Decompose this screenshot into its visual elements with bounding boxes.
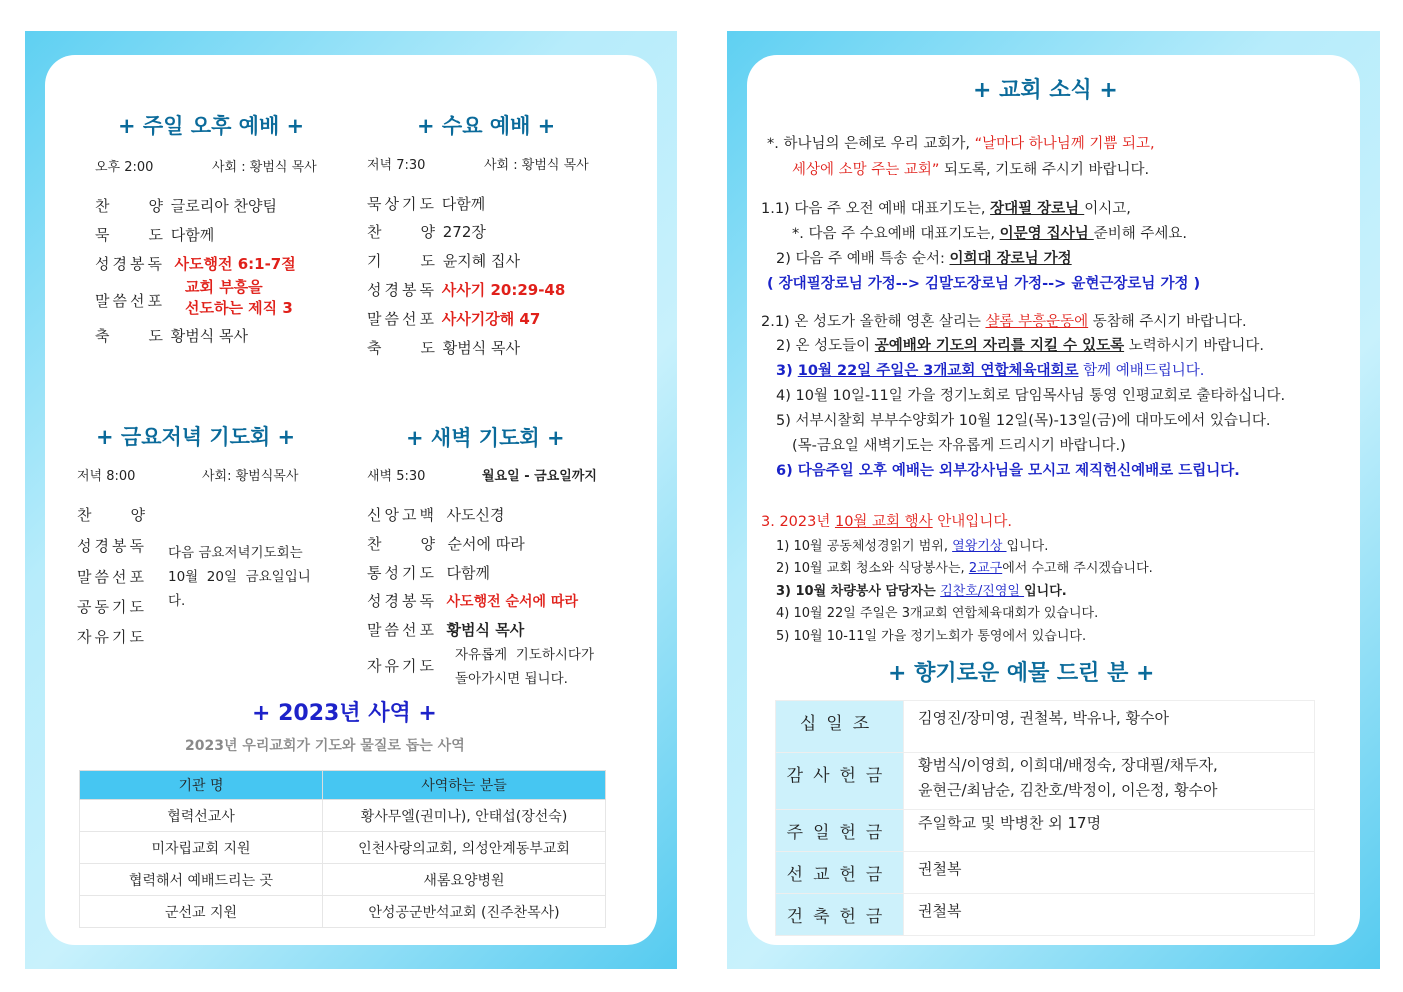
wednesday-time: 저녁 7:30: [367, 158, 426, 173]
table-row: 선교헌금 권철복: [776, 852, 1315, 894]
sunday-item: 찬 양 글로리아 찬양팀: [95, 197, 277, 215]
sunday-pm-leader: 사회 : 황범식 목사: [212, 160, 317, 175]
dawn-free-prayer-note: 자유롭게 기도하시다가 돌아가시면 됩니다.: [455, 647, 594, 687]
sunday-item: 말씀선포: [95, 292, 165, 310]
dawn-item: 말씀선포 황범식 목사: [367, 621, 525, 639]
friday-label: 공동기도: [77, 598, 147, 616]
mission-col-people: 사역하는 분들: [323, 771, 606, 800]
table-row: 십일조 김영진/장미영, 권철복, 박유나, 황수아: [776, 701, 1315, 753]
news-line: (목-금요일 새벽기도는 자유롭게 드리시기 바랍니다.): [792, 438, 1126, 454]
offering-heading: + 향기로운 예물 드린 분 +: [888, 661, 1155, 686]
friday-note: 다음 금요저녁기도회는 10월 20일 금요일입니 다.: [168, 545, 311, 609]
news-line: 2) 온 성도들이 공예배와 기도의 자리를 지킬 수 있도록 노력하시기 바랍니다.: [776, 338, 1264, 354]
mission-heading: + 2023년 사역 +: [252, 701, 437, 726]
dawn-item: 찬 양 순서에 따라: [367, 535, 525, 553]
sunday-pm-heading: + 주일 오후 예배 +: [118, 114, 305, 138]
wednesday-item: 성경봉독 사사기 20:29-48: [367, 281, 566, 299]
wednesday-item: 찬 양 272장: [367, 223, 486, 241]
friday-label: 말씀선포: [77, 568, 147, 586]
event-item: 2) 10월 교회 청소와 식당봉사는, 2교구에서 수고해 주시겠습니다.: [776, 561, 1153, 576]
dawn-heading: + 새벽 기도회 +: [406, 426, 565, 450]
table-row: 건축헌금 권철복: [776, 894, 1315, 936]
news-line: 2) 다음 주 예배 특송 순서: 이희대 장로님 가정: [776, 251, 1072, 267]
news-heading: + 교회 소식 +: [973, 78, 1118, 103]
wednesday-heading: + 수요 예배 +: [417, 114, 556, 138]
wednesday-item: 기 도 윤지혜 집사: [367, 252, 520, 270]
event-item: 4) 10월 22일 주일은 3개교회 연합체육대회가 있습니다.: [776, 606, 1099, 621]
wednesday-item: 말씀선포 사사기강해 47: [367, 310, 541, 328]
dawn-item: 통성기도 다함께: [367, 564, 490, 582]
events-heading: 3. 2023년 10월 교회 행사 안내입니다.: [761, 514, 1012, 530]
sunday-item: 축 도 황범식 목사: [95, 327, 248, 345]
friday-leader: 사회: 황범식목사: [202, 469, 299, 484]
mission-table: [79, 770, 606, 928]
friday-time: 저녁 8:00: [77, 469, 136, 484]
dawn-time: 새벽 5:30: [367, 469, 426, 484]
event-item: 3) 10월 차량봉사 담당자는 김찬호/진영일 입니다.: [776, 584, 1067, 599]
dawn-days: 월요일 - 금요일까지: [482, 469, 597, 484]
sunday-sermon-title: 교회 부흥을 선도하는 제직 3: [185, 278, 293, 317]
news-line: 6) 다음주일 오후 예배는 외부강사님을 모시고 제직헌신예배로 드립니다.: [776, 463, 1240, 479]
friday-label: 찬 양: [77, 506, 148, 524]
event-item: 1) 10월 공동체성경읽기 범위, 열왕기상 입니다.: [776, 539, 1049, 554]
table-row: 미자립교회 지원 인천사랑의교회, 의성안계동부교회: [80, 832, 606, 864]
table-row: 군선교 지원 안성공군반석교회 (진주찬목사): [80, 896, 606, 928]
wednesday-item: 축 도 황범식 목사: [367, 339, 520, 357]
news-line: 5) 서부시찰회 부부수양회가 10월 12일(목)-13일(금)에 대마도에서 있습니다.: [776, 413, 1271, 429]
mission-subtitle: 2023년 우리교회가 기도와 물질로 돕는 사역: [185, 738, 465, 754]
news-line: 1.1) 다음 주 오전 예배 대표기도는, 장대필 장로님 이시고,: [761, 201, 1131, 217]
sunday-item: 묵 도 다함께: [95, 226, 215, 244]
news-line: 3) 10월 22일 주일은 3개교회 연합체육대회로 함께 예배드립니다.: [776, 363, 1205, 379]
wednesday-leader: 사회 : 황범식 목사: [484, 158, 589, 173]
friday-label: 자유기도: [77, 628, 147, 646]
wednesday-item: 묵상기도 다함께: [367, 195, 486, 213]
news-line: ( 장대필장로님 가정--> 김말도장로님 가정--> 윤현근장로님 가정 ): [767, 276, 1201, 292]
dawn-item: 자유기도: [367, 657, 437, 675]
sunday-item: 성경봉독 사도행전 6:1-7절: [95, 255, 296, 273]
friday-label: 성경봉독: [77, 537, 147, 555]
sunday-pm-time: 오후 2:00: [95, 160, 154, 175]
event-item: 5) 10월 10-11일 가을 정기노회가 통영에서 있습니다.: [776, 629, 1087, 644]
dawn-item: 신앙고백 사도신경: [367, 506, 505, 524]
mission-col-org: 기관 명: [80, 771, 323, 800]
offering-table: [775, 700, 1315, 936]
table-row: 협력해서 예배드리는 곳 새롬요양병원: [80, 864, 606, 896]
table-row: 협력선교사 황사무엘(권미나), 안태섭(장선숙): [80, 800, 606, 832]
friday-heading: + 금요저녁 기도회 +: [96, 425, 296, 449]
news-intro-2: 세상에 소망 주는 교회” 되도록, 기도해 주시기 바랍니다.: [792, 162, 1150, 178]
dawn-item: 성경봉독 사도행전 순서에 따라: [367, 592, 578, 610]
news-line: 2.1) 온 성도가 올한해 영혼 살리는 샬롬 부흥운동에 동참해 주시기 바랍니다.: [761, 314, 1247, 330]
news-intro: *. 하나님의 은혜로 우리 교회가, “날마다 하나님께 기쁨 되고,: [767, 136, 1155, 152]
table-row: 감사헌금 황범식/이영희, 이희대/배정숙, 장대필/채두자, 윤현근/최남순, 김찬호/박정이, 이은정, 황수아: [776, 753, 1315, 810]
news-line: 4) 10월 10일-11일 가을 정기노회로 담임목사님 통영 인평교회로 출타하십니다.: [776, 388, 1286, 404]
news-line: *. 다음 주 수요예배 대표기도는, 이문영 집사님 준비해 주세요.: [792, 226, 1188, 242]
table-row: 주일헌금 주일학교 및 박병찬 외 17명: [776, 810, 1315, 852]
